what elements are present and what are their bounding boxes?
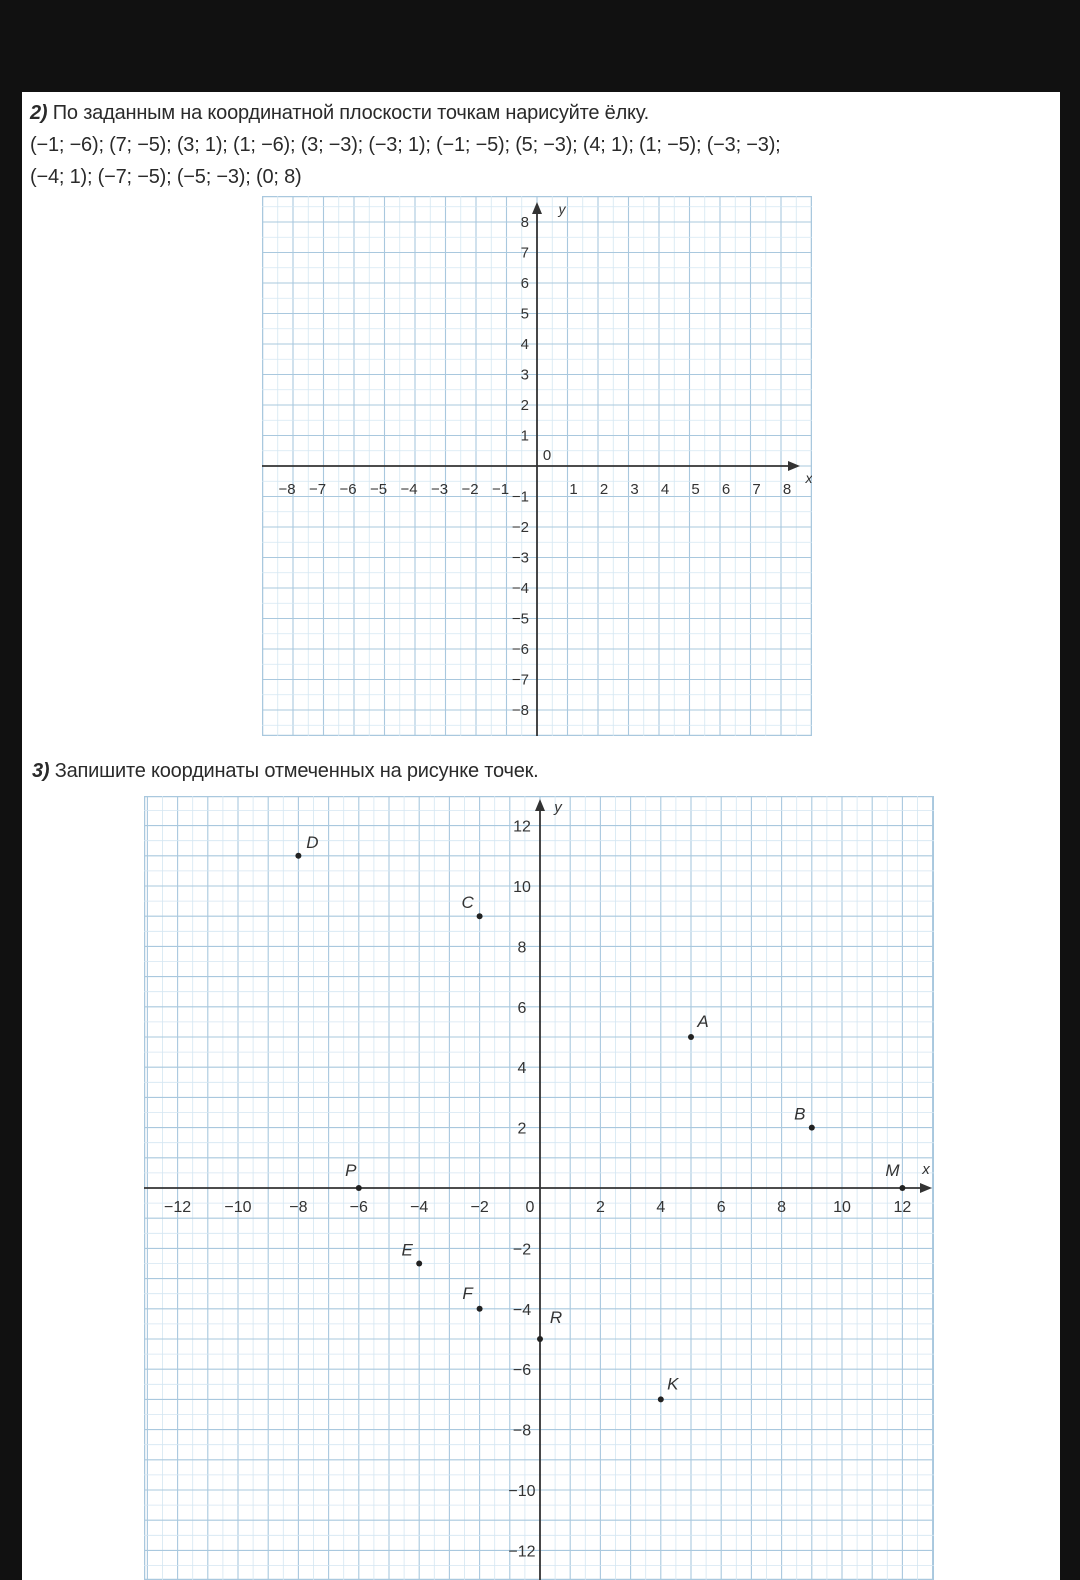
point-a-marker [688,1034,694,1040]
y-tick-label: 10 [513,879,531,896]
x-tick-label: 10 [833,1199,851,1216]
y-tick-label: −6 [511,641,529,658]
point-k-marker [658,1396,664,1402]
task2-points-line1: (−1; −6); (7; −5); (3; 1); (1; −6); (3; −3); (−3; 1); (−1; −5); (5; −3); (4; 1); (1; −5); (−3; −3); [30,134,781,156]
point-m-label: M [885,1161,900,1180]
x-tick-label: −1 [491,481,510,498]
point-e-marker [416,1261,422,1267]
y-tick-label: −2 [512,1241,532,1259]
task3-heading [32,760,539,783]
y-tick-label: −3 [511,549,529,567]
y-tick-label: −8 [511,702,529,719]
x-tick-label: 6 [716,1199,726,1216]
y-tick-label: −10 [508,1483,536,1500]
x-tick-label: −6 [349,1199,368,1216]
y-tick-label: 2 [517,1120,527,1138]
y-tick-label: −1 [511,488,529,506]
point-c-label: C [461,893,474,913]
x-axis-arrow [920,1183,932,1193]
x-tick-label: 8 [782,481,792,498]
y-tick-label: 2 [520,397,529,414]
y-tick-label: 8 [520,214,529,231]
x-tick-label: 2 [599,481,609,498]
task2-number: 2) [30,102,48,124]
y-tick-label: 3 [520,366,529,384]
task2-heading [30,102,649,125]
y-tick-label: 1 [520,427,529,445]
y-tick-label: 7 [520,244,529,262]
x-tick-label: −5 [369,481,388,498]
y-tick-label: −2 [511,519,529,536]
x-tick-label: 4 [656,1199,666,1216]
origin-label: 0 [542,447,552,464]
point-m-marker [899,1185,905,1191]
point-f-marker [477,1306,483,1312]
task3-number: 3) [32,760,50,782]
point-b-label: B [794,1104,806,1124]
x-tick-label: 7 [752,481,761,498]
point-a-label: A [697,1012,709,1031]
x-tick-label: −4 [410,1199,429,1216]
task3-coordinate-plane [144,796,934,1580]
x-tick-label: 1 [569,481,578,498]
y-tick-label: 6 [520,275,529,292]
point-e-label: E [401,1240,413,1260]
task2-instruction: По заданным на координатной плоскости точкам нарисуйте ёлку. [52,102,649,124]
x-tick-label: −6 [339,481,357,498]
x-tick-label: −8 [289,1199,308,1216]
x-tick-label: −2 [470,1199,489,1216]
x-tick-label: 12 [893,1199,912,1216]
point-d-label: D [306,832,319,852]
x-axis-arrow [788,461,800,471]
x-tick-label: 5 [691,481,700,498]
x-tick-label: 8 [777,1199,787,1216]
origin-label: 0 [525,1199,535,1216]
point-p-label: P [345,1161,357,1180]
task2-points-line2: (−4; 1); (−7; −5); (−5; −3); (0; 8) [30,166,302,188]
x-tick-label: 2 [595,1199,605,1216]
y-tick-label: −4 [512,1301,532,1319]
y-axis-arrow [535,799,545,811]
y-axis-label: y [554,799,562,816]
point-d-marker [295,853,301,859]
point-b-marker [809,1125,815,1131]
y-tick-label: 4 [517,1060,527,1078]
x-tick-label: 3 [630,481,639,498]
y-tick-label: −7 [511,671,529,689]
x-tick-label: −7 [308,481,327,498]
point-c-marker [477,913,483,919]
x-tick-label: −3 [430,481,449,498]
worksheet-page [22,92,1060,1580]
y-tick-label: −5 [511,610,529,628]
y-axis-arrow [532,202,542,214]
x-tick-label: −4 [400,481,418,498]
x-tick-label: 6 [721,481,731,498]
point-f-label: F [462,1283,473,1303]
x-tick-label: −8 [278,481,296,498]
x-tick-label: −12 [164,1199,192,1216]
x-axis-label: x [805,470,812,486]
task2-coordinate-plane [262,196,812,736]
y-tick-label: 5 [520,305,529,323]
y-axis-label: y [558,201,566,217]
point-p-marker [356,1185,362,1191]
y-tick-label: −12 [508,1543,536,1561]
x-tick-label: −2 [461,481,479,498]
point-k-label: K [667,1374,679,1394]
y-tick-label: 12 [513,818,531,836]
y-tick-label: −8 [512,1422,532,1440]
y-tick-label: −4 [511,580,529,597]
task3-instruction: Запишите координаты отмеченных на рисунке точек. [54,760,539,782]
point-r-marker [537,1336,543,1342]
x-axis-label: x [922,1161,930,1178]
x-tick-label: −10 [224,1199,252,1216]
point-r-label: R [549,1308,563,1327]
y-tick-label: 6 [517,999,527,1017]
y-tick-label: 8 [517,939,527,957]
x-tick-label: 4 [660,481,670,498]
y-tick-label: −6 [512,1362,532,1380]
y-tick-label: 4 [520,336,529,353]
